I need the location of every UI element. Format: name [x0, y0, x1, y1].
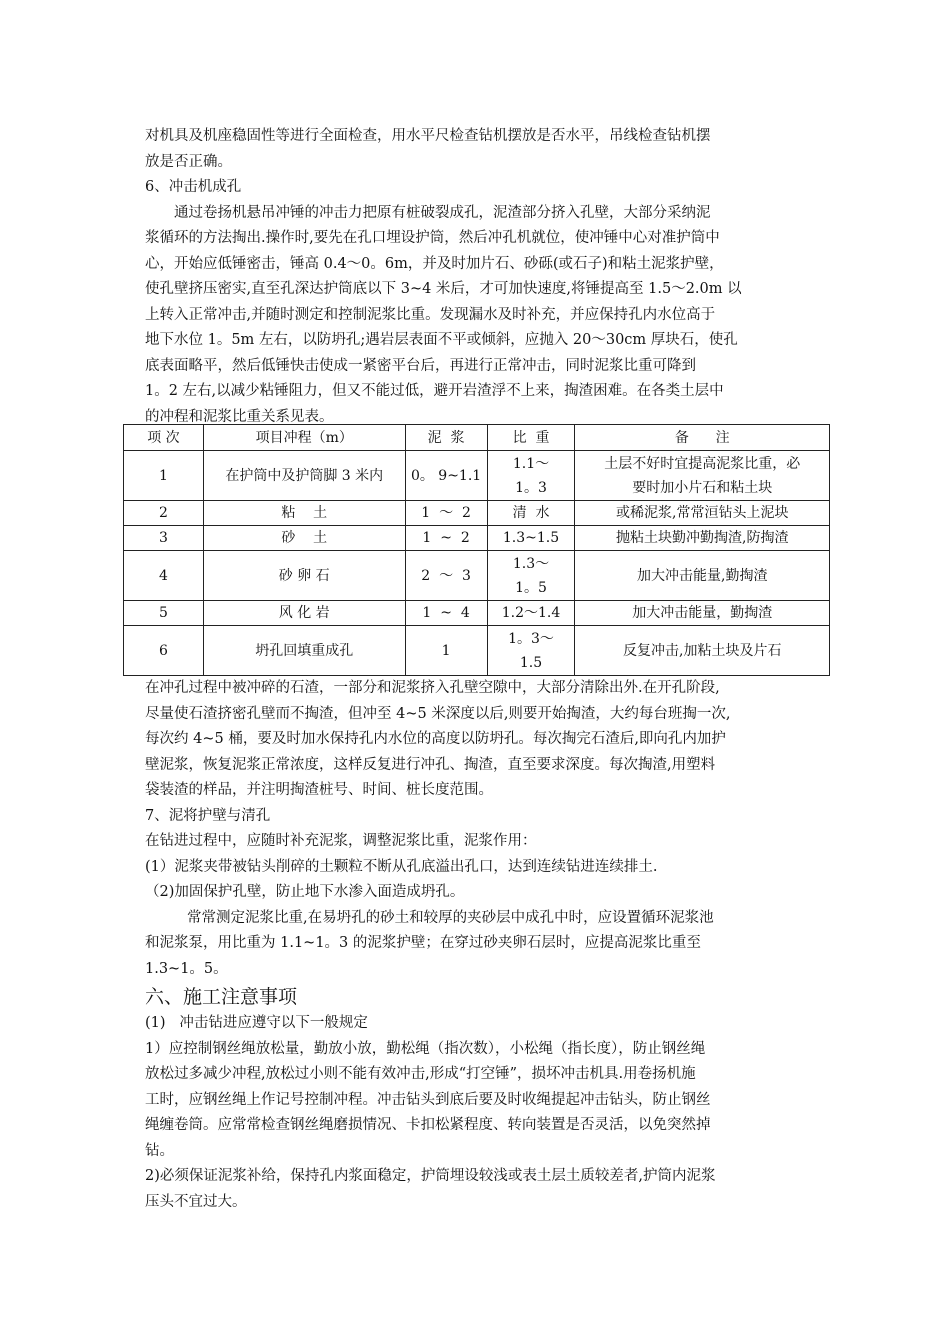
cell-item: 风 化 岩 — [203, 601, 405, 626]
text-line: 在冲孔过程中被冲碎的石渣，一部分和泥浆挤入孔壁空隙中，大部分清除出外.在开孔阶段, — [145, 680, 720, 696]
cell-mud: 1 ～ 2 — [405, 501, 487, 526]
cell-item: 粘 土 — [203, 501, 405, 526]
text-line: 底表面略平，然后低锤快击使成一紧密平台后，再进行正常冲击，同时泥浆比重可降到 — [145, 357, 696, 374]
document-page — [145, 124, 810, 430]
cell-sg: 1.3~1.5 — [487, 526, 575, 551]
col-header-mud: 泥 浆 — [405, 425, 487, 451]
section-heading-6-precautions: 六、施工注意事项 — [145, 986, 298, 1008]
cell-no: 5 — [124, 601, 204, 626]
text-line: 压头不宜过大。 — [145, 1193, 247, 1210]
text-line: 绳缠卷筒。应常常检查钢丝绳磨损情况、卡扣松紧程度、转向装置是否灵活，以免突然掉 — [145, 1117, 711, 1133]
text-line: (1）泥浆夹带被钻头削碎的土颗粒不断从孔底溢出孔口，达到连续钻进连续排土. — [145, 858, 658, 875]
text-line: 壁泥浆，恢复泥浆正常浓度，这样反复进行冲孔、掏渣，直至要求深度。每次掏渣,用塑料 — [145, 756, 716, 773]
table-row — [124, 626, 830, 676]
table-row — [124, 601, 830, 626]
table-row — [124, 551, 830, 601]
cell-item: 坍孔回填重成孔 — [203, 626, 405, 676]
table-row — [124, 526, 830, 551]
cell-note: 加大冲击能量，勤掏渣 — [575, 601, 830, 626]
col-header-sg: 比 重 — [487, 425, 575, 451]
text-line: 上转入正常冲击,并随时测定和控制泥浆比重。发现漏水及时补充，并应保持孔内水位高于 — [145, 306, 716, 323]
text-line: 尽量使石渣挤密孔壁而不掏渣，但冲至 4~5 米深度以后,则要开始掏渣，大约每台班掏一次, — [145, 705, 731, 722]
text-line: 1.3~1。5。 — [145, 960, 228, 977]
text-line: 和泥浆泵，用比重为 1.1~1。3 的泥浆护壁；在穿过砂夹卵石层时，应提高泥浆比重至 — [145, 935, 701, 951]
cell-sg: 清 水 — [487, 501, 575, 526]
text-line: （2)加固保护孔壁，防止地下水渗入面造成坍孔。 — [145, 884, 465, 900]
cell-no: 3 — [124, 526, 204, 551]
cell-no: 2 — [124, 501, 204, 526]
cell-mud: 1 ~ 2 — [405, 526, 487, 551]
text-line: 常常测定泥浆比重,在易坍孔的砂土和较厚的夹砂层中成孔中时，应设置循环泥浆池 — [187, 909, 714, 926]
cell-sg-line: 1。5 — [515, 579, 547, 596]
cell-item: 砂 土 — [203, 526, 405, 551]
text-line: 1。2 左右,以减少粘锤阻力，但又不能过低，避开岩渣浮不上来，掏渣困难。在各类土层中 — [145, 383, 724, 399]
table-row — [124, 451, 830, 501]
cell-sg-line: 1.3～ — [512, 555, 550, 572]
table-row — [124, 501, 830, 526]
cell-mud: 0。 9~1.1 — [405, 451, 487, 501]
cell-mud: 2 ～ 3 — [405, 551, 487, 601]
text-line: 每次约 4~5 桶，要及时加水保持孔内水位的高度以防坍孔。每次掏完石渣后,即向孔内加护 — [145, 731, 726, 747]
text-line: 在钻进过程中，应随时补充泥浆，调整泥浆比重，泥浆作用： — [145, 833, 537, 849]
cell-sg-line: 1.1～ — [512, 455, 550, 472]
text-line: (1) 冲击钻进应遵守以下一般规定 — [145, 1015, 368, 1031]
cell-sg: 1.2～1.4 — [487, 601, 575, 626]
section-heading-6: 6、冲击机成孔 — [145, 179, 242, 195]
text-line: 的冲程和泥浆比重关系见表。 — [145, 408, 334, 425]
cell-sg — [487, 451, 575, 501]
cell-note: 加大冲击能量,勤掏渣 — [575, 551, 830, 601]
cell-note-line: 要时加小片石和粘土块 — [632, 479, 773, 496]
table-header-row — [124, 425, 830, 451]
cell-mud: 1 ~ 4 — [405, 601, 487, 626]
cell-note-line: 土层不好时宜提高泥浆比重，必 — [604, 455, 801, 472]
text-line: 对机具及机座稳固性等进行全面检查，用水平尺检查钻机摆放是否水平，吊线检查钻机摆 — [145, 128, 711, 144]
text-line: 钻。 — [145, 1142, 174, 1159]
cell-mud: 1 — [405, 626, 487, 676]
text-line: 地下水位 1。5m 左右，以防坍孔;遇岩层表面不平或倾斜，应抛入 20～30cm 厚块石，使孔 — [145, 332, 738, 348]
text-line: 工时，应钢丝绳上作记号控制冲程。冲击钻头到底后要及时收绳提起冲击钻头，防止钢丝 — [145, 1091, 711, 1108]
col-header-no: 项 次 — [124, 425, 204, 451]
cell-item: 在护筒中及护筒脚 3 米内 — [203, 451, 405, 501]
cell-no: 1 — [124, 451, 204, 501]
cell-sg — [487, 626, 575, 676]
cell-note: 反复冲击,加粘土块及片石 — [575, 626, 830, 676]
text-line: 心，开始应低锤密击，锤高 0.4～0。6m，并及时加片石、砂砾(或石子)和粘土泥浆护壁， — [145, 255, 724, 272]
cell-note: 抛粘土块勤冲勤掏渣,防掏渣 — [575, 526, 830, 551]
text-line: 通过卷扬机悬吊冲锤的冲击力把原有桩破裂成孔，泥渣部分挤入孔壁，大部分采纳泥 — [174, 204, 711, 221]
document-page-continued — [145, 676, 810, 1215]
cell-sg — [487, 551, 575, 601]
cell-no: 6 — [124, 626, 204, 676]
cell-no: 4 — [124, 551, 204, 601]
text-line: 袋装渣的样品，并注明掏渣桩号、时间、桩长度范围。 — [145, 782, 493, 798]
section-heading-7: 7、泥将护壁与清孔 — [145, 807, 271, 824]
col-header-note: 备 注 — [575, 425, 830, 451]
text-line: 使孔壁挤压密实,直至孔深达护筒底以下 3~4 米后，才可加快速度,将锤提高至 1.5～2.0m 以 — [145, 281, 742, 297]
cell-sg-line: 1.5 — [519, 654, 543, 671]
cell-note — [575, 451, 830, 501]
col-header-item: 项目冲程（m） — [203, 425, 405, 451]
cell-note: 或稀泥浆,常常洹钻头上泥块 — [575, 501, 830, 526]
text-line: 2)必须保证泥浆补给，保持孔内浆面稳定，护筒埋设较浅或表土层土质较差者,护筒内泥浆 — [145, 1168, 716, 1184]
text-line: 1）应控制钢丝绳放松量，勤放小放，勤松绳（指次数），小松绳（指长度），防止钢丝绳 — [145, 1040, 706, 1057]
text-line: 放松过多减少冲程,放松过小则不能有效冲击,形成“打空锤”，损坏冲击机具.用卷扬机施 — [145, 1066, 696, 1082]
stroke-mud-table — [123, 424, 830, 676]
text-line: 浆循环的方法掏出.操作时,要先在孔口埋设护筒，然后冲孔机就位，使冲锤中心对准护筒中 — [145, 230, 720, 246]
cell-sg-line: 1。3～ — [508, 630, 554, 647]
cell-item: 砂 卵 石 — [203, 551, 405, 601]
cell-sg-line: 1。3 — [515, 479, 547, 496]
text-line: 放是否正确。 — [145, 153, 232, 170]
